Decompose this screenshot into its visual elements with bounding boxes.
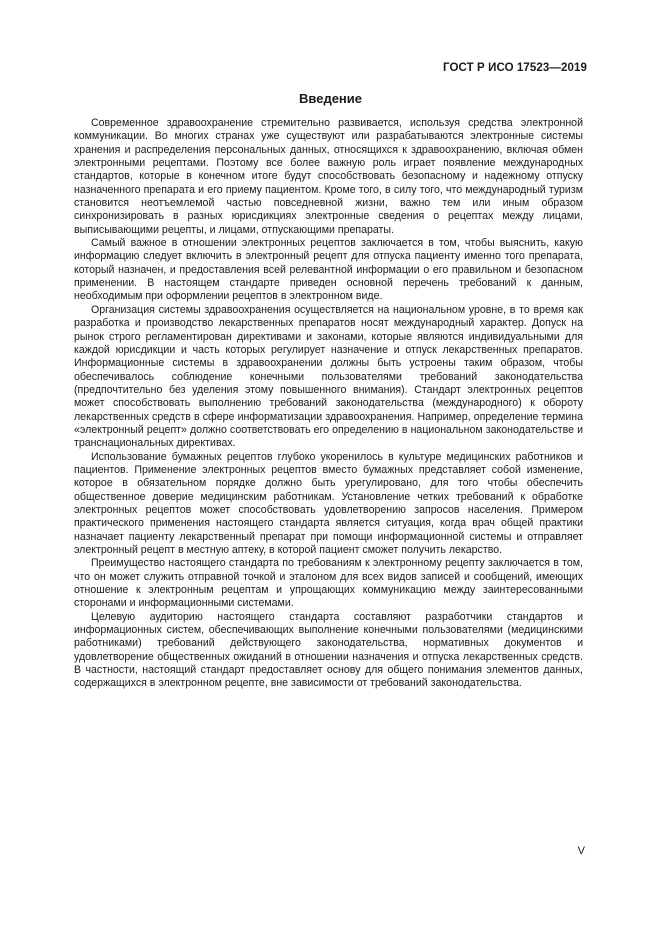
document-header: ГОСТ Р ИСО 17523—2019	[442, 62, 587, 74]
paragraph: Самый важное в отношении электронных рецептов заключается в том, чтобы выяснить, какую информацию следует включить в электронный рецепт для отпуска пациенту именно того препарата, который назначен, и предоставления всей релевантной информации о его правильном и безопасном применении. В настоящем стандарте приведен основной перечень требований к данным, необходимым при оформлении рецептов в электронном виде.	[74, 237, 583, 303]
paragraph: Современное здравоохранение стремительно развивается, используя средства электронной коммуникации. Во многих странах уже существуют или разрабатываются электронные системы хранения и распределения персональных данных, относящихся к здравоохранению, включая обмен электронными рецептами. Поэтому все более важную роль играет появление международных стандартов, которые в конечном итоге будут способствовать безопасному и надежному отпуску назначенного препарата и его приему пациентом. Кроме того, в силу того, что международный туризм становится неотъемлемой частью повседневной жизни, важно тем или иным образом синхронизировать в разных юрисдикциях электронные сведения о рецептах между лицами, выписывающими рецепты, и лицами, отпускающими препараты.	[74, 117, 583, 236]
paragraph: Использование бумажных рецептов глубоко укоренилось в культуре медицинских работников и пациентов. Применение электронных рецептов вместо бумажных представляет собой изменение, которое в обязательном порядке должно быть урегулировано, для того чтобы обеспечить общественное доверие медицинским работникам. Установление четких требований к обработке электронных рецептов может способствовать удовлетворению запросов населения. Примером практического применения настоящего стандарта является ситуация, когда врач общей практики назначает пациенту лекарственный препарат при помощи информационной системы и отправляет электронный рецепт в местную аптеку, в которой пациент сможет получить лекарство.	[74, 450, 583, 556]
section-title: Введение	[299, 91, 362, 106]
paragraph: Организация системы здравоохранения осуществляется на национальном уровне, в то время как разработка и производство лекарственных препаратов носят международный характер. Допуск на рынок строго регламентирован директивами и законами, которые являются индивидуальными для каждой юрисдикции и часть которых регулирует назначение и отпуск лекарственных препаратов. Информационные системы в здравоохранении должны быть устроены таким образом, чтобы обеспечивалось соблюдение конечными пользователями требований законодательства (предпочтительно без уделения этому повышенного внимания). Стандарт электронных рецептов может способствовать выполнению требований законодательства (международного) к обороту лекарственных средств в сфере информатизации здравоохранения. Например, определение термина «электронный рецепт» должно соответствовать его определению в национальном законодательстве и транснациональных директивах.	[74, 303, 583, 450]
introduction-body	[74, 117, 583, 691]
page-number: V	[577, 845, 585, 857]
paragraph: Преимущество настоящего стандарта по требованиям к электронному рецепту заключается в том, что он может служить отправной точкой и эталоном для всех видов записей и сообщений, имеющих отношение к электронным рецептам и упрощающих коммуникацию между заинтересованными сторонами и информационными системами.	[74, 557, 583, 610]
paragraph: Целевую аудиторию настоящего стандарта составляют разработчики стандартов и информационных систем, обеспечивающих выполнение конечными пользователями (медицинскими работниками) требований действующего законодательства, нормативных документов и удовлетворение общественных ожиданий в отношении назначения и отпуска лекарственных средств. В частности, настоящий стандарт предоставляет основу для общего понимания элементов данных, содержащихся в электронном рецепте, вне зависимости от требований законодательства.	[74, 610, 583, 690]
